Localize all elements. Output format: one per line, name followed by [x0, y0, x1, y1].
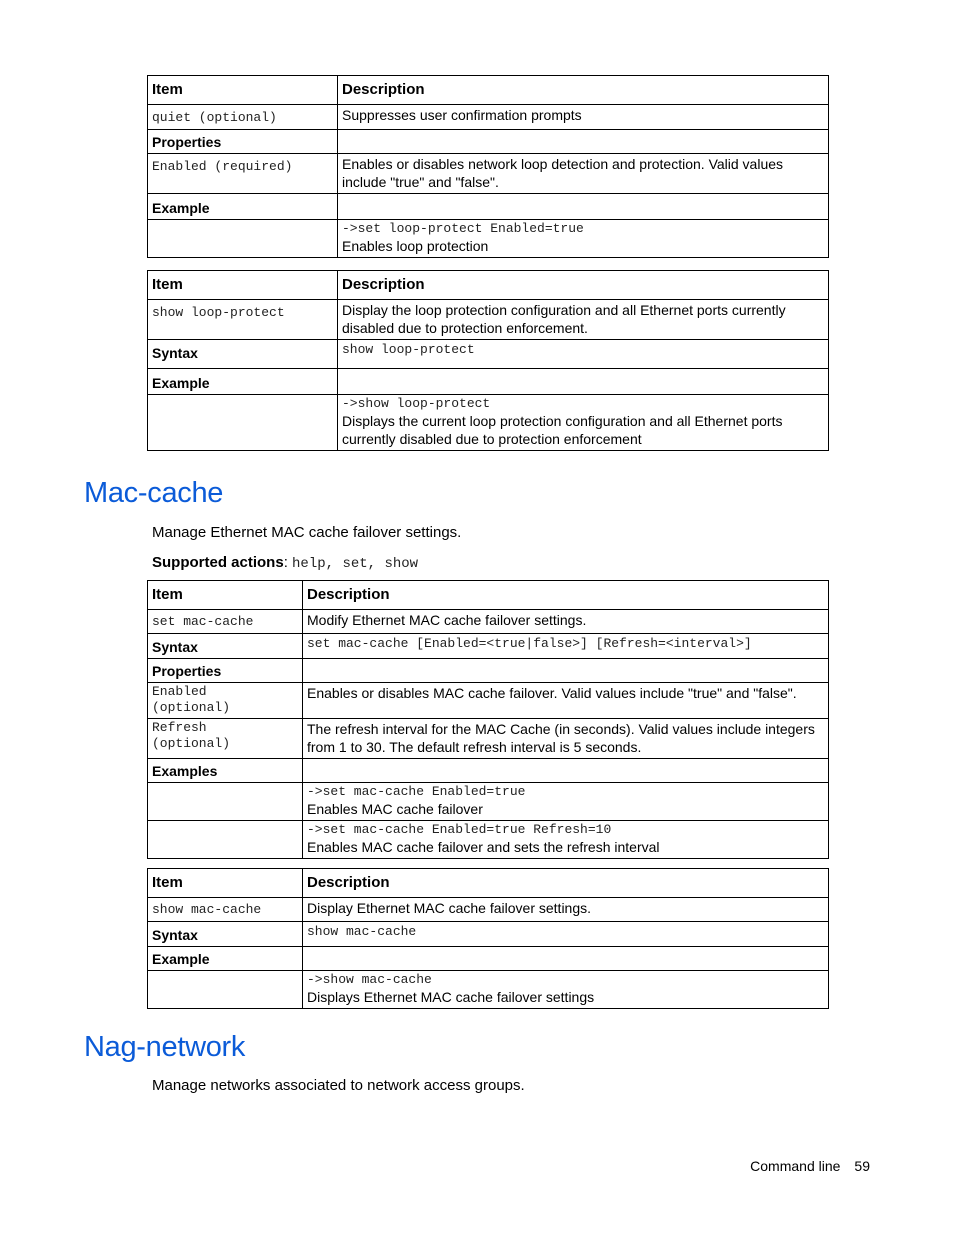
- properties-label: Properties: [148, 130, 338, 154]
- example-cell: [303, 821, 829, 859]
- properties-label: Properties: [148, 659, 303, 683]
- empty-cell: [148, 220, 338, 258]
- examples-label: Examples: [148, 759, 303, 783]
- example-text: Displays Ethernet MAC cache failover settings: [307, 989, 595, 1005]
- example-text: Enables MAC cache failover: [307, 801, 483, 817]
- supported-actions-label: Supported actions: [152, 554, 284, 571]
- table-header-row: [148, 76, 829, 105]
- empty-cell: [148, 821, 303, 859]
- syntax-label: Syntax: [148, 340, 338, 369]
- header-description: Description: [338, 271, 829, 300]
- table-row: [148, 194, 829, 220]
- table-header-row: [148, 271, 829, 300]
- table-row: [148, 783, 829, 821]
- example-text: Displays the current loop protection configuration and all Ethernet ports currently disabled due to protection enforcement: [342, 413, 783, 447]
- footer-section: Command line: [750, 1158, 841, 1174]
- table-row: [148, 300, 829, 340]
- nag-network-heading: Nag-network: [84, 1031, 246, 1063]
- empty-cell: [148, 395, 338, 451]
- table-row: [148, 130, 829, 154]
- empty-cell: [303, 659, 829, 683]
- example-cell: [303, 783, 829, 821]
- table-row: [148, 340, 829, 369]
- header-description: Description: [338, 76, 829, 105]
- header-item: Item: [148, 869, 303, 898]
- example-command: ->show mac-cache: [307, 972, 432, 987]
- table-row: [148, 719, 829, 759]
- table-row: [148, 105, 829, 130]
- item-cell: show mac-cache: [148, 898, 303, 922]
- description-cell: Enables or disables network loop detection and protection. Valid values include "true" and "false".: [338, 154, 829, 194]
- example-command: ->set loop-protect Enabled=true: [342, 221, 584, 236]
- table-row: [148, 947, 829, 971]
- syntax-label: Syntax: [148, 634, 303, 659]
- header-description: Description: [303, 869, 829, 898]
- example-command: ->set mac-cache Enabled=true Refresh=10: [307, 822, 612, 837]
- mac-cache-show-table: [147, 868, 829, 1009]
- syntax-cell: set mac-cache [Enabled=<true|false>] [Refresh=<interval>]: [303, 634, 829, 659]
- example-label: Example: [148, 194, 338, 220]
- example-label: Example: [148, 947, 303, 971]
- supported-actions-list: help, set, show: [292, 556, 419, 572]
- page-footer: [750, 1158, 870, 1174]
- table-row: [148, 971, 829, 1009]
- syntax-label: Syntax: [148, 922, 303, 947]
- item-cell: [148, 719, 303, 759]
- example-label: Example: [148, 369, 338, 395]
- item-cell: show loop-protect: [148, 300, 338, 340]
- header-description: Description: [303, 581, 829, 610]
- nag-network-intro: Manage networks associated to network access groups.: [152, 1077, 525, 1094]
- item-cell: quiet (optional): [148, 105, 338, 130]
- description-cell: The refresh interval for the MAC Cache (in seconds). Valid values include integers from 1 to 30. The default refresh interval is 5 seconds.: [303, 719, 829, 759]
- item-cell: [148, 683, 303, 719]
- description-cell: Display the loop protection configuration and all Ethernet ports currently disabled due to protection enforcement.: [338, 300, 829, 340]
- header-item: Item: [148, 76, 338, 105]
- table-row: [148, 821, 829, 859]
- item-qualifier: (optional): [152, 736, 231, 751]
- example-command: ->set mac-cache Enabled=true: [307, 784, 526, 799]
- loop-protect-show-table: [147, 270, 829, 451]
- table-row: [148, 610, 829, 634]
- supported-actions: [152, 554, 418, 572]
- empty-cell: [303, 947, 829, 971]
- item-name: Enabled: [152, 684, 207, 699]
- table-row: [148, 395, 829, 451]
- mac-cache-set-table: [147, 580, 829, 859]
- description-cell: Enables or disables MAC cache failover. Valid values include "true" and "false".: [303, 683, 829, 719]
- example-cell: [338, 395, 829, 451]
- mac-cache-intro: Manage Ethernet MAC cache failover settings.: [152, 524, 462, 541]
- example-cell: [303, 971, 829, 1009]
- table-row: [148, 898, 829, 922]
- table-header-row: [148, 581, 829, 610]
- example-text: Enables loop protection: [342, 238, 489, 254]
- empty-cell: [338, 194, 829, 220]
- table-row: [148, 154, 829, 194]
- item-qualifier: (optional): [152, 700, 231, 715]
- empty-cell: [148, 971, 303, 1009]
- empty-cell: [303, 759, 829, 783]
- empty-cell: [148, 783, 303, 821]
- page-number: 59: [854, 1158, 870, 1174]
- syntax-cell: show mac-cache: [303, 922, 829, 947]
- header-item: Item: [148, 581, 303, 610]
- description-cell: Suppresses user confirmation prompts: [338, 105, 829, 130]
- header-item: Item: [148, 271, 338, 300]
- description-cell: Display Ethernet MAC cache failover settings.: [303, 898, 829, 922]
- item-cell: Enabled (required): [148, 154, 338, 194]
- empty-cell: [338, 130, 829, 154]
- table-row: [148, 683, 829, 719]
- example-cell: [338, 220, 829, 258]
- table-header-row: [148, 869, 829, 898]
- item-name: Refresh: [152, 720, 207, 735]
- item-cell: set mac-cache: [148, 610, 303, 634]
- example-command: ->show loop-protect: [342, 396, 491, 411]
- table-row: [148, 220, 829, 258]
- table-row: [148, 659, 829, 683]
- example-text: Enables MAC cache failover and sets the refresh interval: [307, 839, 660, 855]
- supported-actions-sep: :: [283, 554, 293, 571]
- table-row: [148, 369, 829, 395]
- syntax-cell: show loop-protect: [338, 340, 829, 369]
- empty-cell: [338, 369, 829, 395]
- mac-cache-heading: Mac-cache: [84, 477, 224, 509]
- description-cell: Modify Ethernet MAC cache failover settings.: [303, 610, 829, 634]
- table-row: [148, 759, 829, 783]
- table-row: [148, 634, 829, 659]
- loop-protect-set-table: [147, 75, 829, 258]
- table-row: [148, 922, 829, 947]
